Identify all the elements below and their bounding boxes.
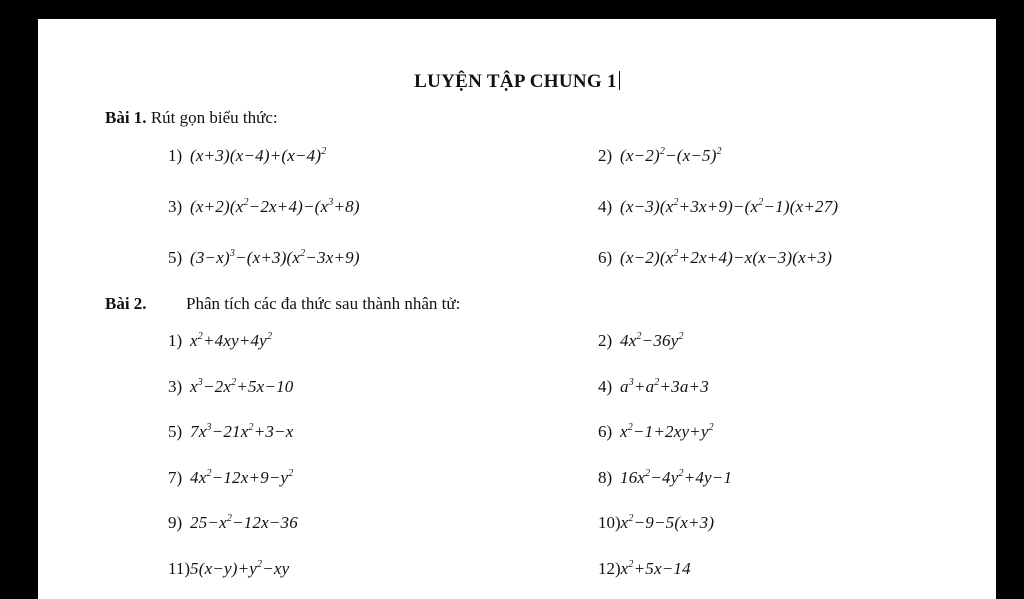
exercise-expression: $4x^2-36y^2$ [620, 331, 684, 350]
exercise-expression: $x^2-9-5(x+3)$ [620, 513, 715, 532]
exercise-number: 5) [168, 422, 183, 441]
bai2-exercise-4 [598, 377, 709, 397]
exercise-expression: $(3-x)^3-(x+3)(x^2-3x+9)$ [190, 248, 360, 267]
exercise-number: 3) [168, 197, 183, 216]
bai1-heading [105, 108, 278, 128]
exercise-number: 6) [598, 248, 613, 267]
bai2-exercise-1 [168, 331, 272, 351]
text-cursor [619, 71, 620, 90]
exercise-expression: $(x-3)(x^2+3x+9)-(x^2-1)(x+27)$ [620, 197, 839, 216]
exercise-expression: $25-x^2-12x-36$ [190, 513, 298, 532]
exercise-expression: $a^3+a^2+3a+3$ [620, 376, 709, 396]
bai1-exercise-3 [168, 197, 360, 217]
exercise-expression: $(x-2)^2-(x-5)^2$ [620, 146, 722, 165]
exercise-expression: $5(x-y)+y^2-xy$ [190, 558, 290, 578]
exercise-expression: $7x^3-21x^2+3-x$ [190, 422, 294, 441]
exercise-number: 10) [598, 513, 621, 532]
exercise-number: 3) [168, 376, 183, 396]
exercise-number: 11) [168, 558, 191, 578]
exercise-number: 4) [598, 197, 613, 216]
exercise-expression: $x^2+5x-14$ [620, 558, 691, 578]
exercise-number: 7) [168, 467, 183, 487]
exercise-number: 2) [598, 331, 613, 350]
exercise-number: 1) [168, 146, 183, 165]
page-title [38, 71, 996, 93]
bai2-exercise-10 [598, 513, 714, 533]
bai2-exercise-3 [168, 377, 293, 397]
bai1-exercise-2 [598, 146, 722, 166]
bai2-exercise-9 [168, 513, 298, 533]
title-text: LUYỆN TẬP CHUNG 1 [414, 71, 617, 92]
bai2-exercise-5 [168, 422, 293, 442]
exercise-expression: $x^3-2x^2+5x-10$ [190, 376, 294, 396]
exercise-number: 2) [598, 146, 613, 165]
exercise-expression: $(x-2)(x^2+2x+4)-x(x-3)(x+3)$ [620, 248, 833, 267]
bai2-instruction: Phân tích các đa thức sau thành nhân tử: [186, 294, 461, 313]
document-page [38, 19, 996, 599]
exercise-expression: $x^2+4xy+4y^2$ [190, 331, 273, 350]
bai2-exercise-8 [598, 468, 732, 488]
exercise-number: 1) [168, 331, 183, 350]
bai2-label: Bài 2. [105, 294, 147, 313]
exercise-number: 4) [598, 376, 613, 396]
bai1-label: Bài 1. [105, 108, 147, 127]
bai1-exercise-5 [168, 248, 360, 268]
exercise-number: 6) [598, 422, 613, 441]
bai1-exercise-1 [168, 146, 326, 166]
exercise-expression: $16x^2-4y^2+4y-1$ [620, 467, 733, 487]
bai2-heading [105, 294, 147, 314]
exercise-number: 5) [168, 248, 183, 267]
exercise-number: 12) [598, 558, 621, 578]
exercise-number: 8) [598, 467, 613, 487]
exercise-expression: $4x^2-12x+9-y^2$ [190, 467, 294, 487]
bai2-exercise-12 [598, 559, 691, 579]
exercise-expression: $(x+2)(x^2-2x+4)-(x^3+8)$ [190, 197, 360, 216]
bai1-exercise-4 [598, 197, 838, 217]
bai2-exercise-7 [168, 468, 293, 488]
exercise-number: 9) [168, 513, 183, 532]
exercise-expression: $(x+3)(x-4)+(x-4)^2$ [190, 146, 327, 165]
exercise-expression: $x^2-1+2xy+y^2$ [620, 422, 714, 441]
bai1-exercise-6 [598, 248, 832, 268]
bai2-exercise-2 [598, 331, 684, 351]
bai2-exercise-6 [598, 422, 714, 442]
bai2-exercise-11 [168, 559, 289, 579]
bai1-instruction: Rút gọn biểu thức: [150, 108, 278, 127]
